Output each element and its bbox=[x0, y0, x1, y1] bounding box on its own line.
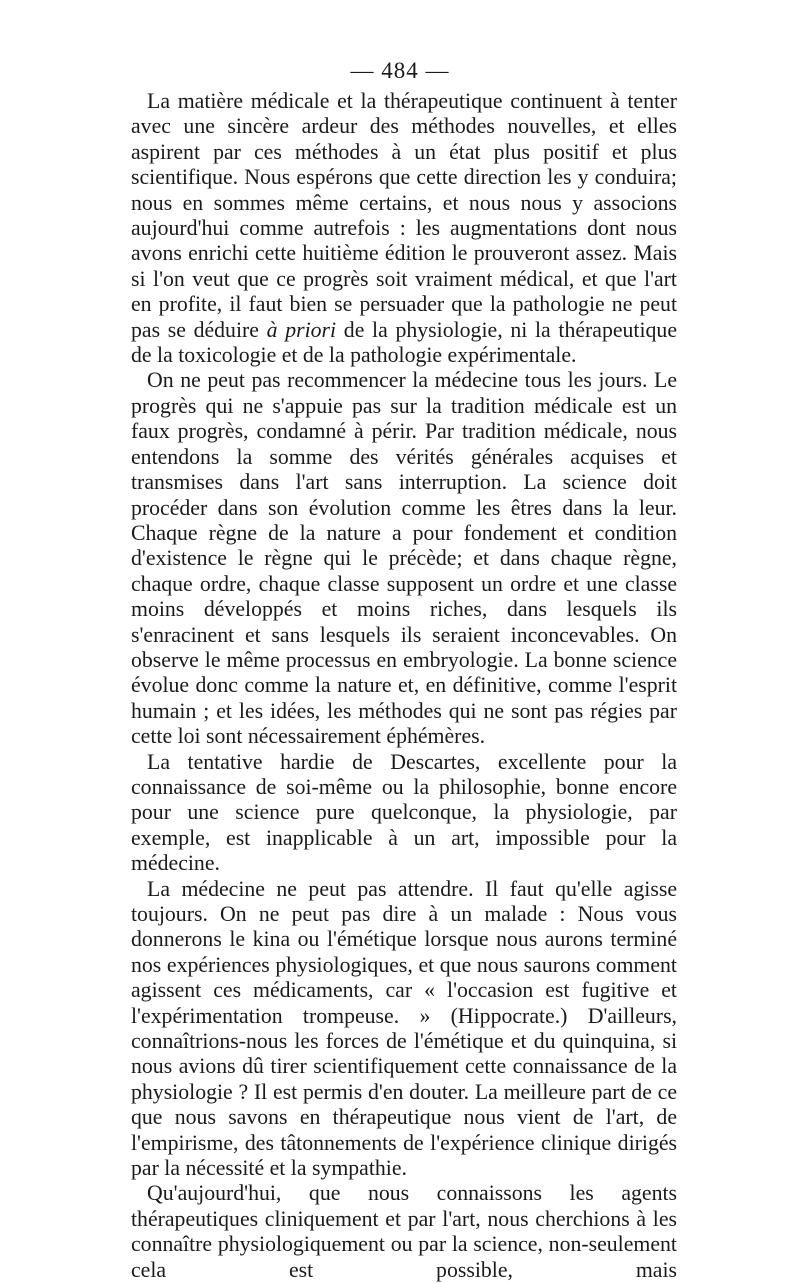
paragraph-1-text-before: La matière médicale et la thérapeutique continuent à tenter avec une sincère ardeur des méthodes nouvelles, et elles aspirent par ces méthodes à un état plus positif et plus scientifique. Nous espérons que cette direction les y conduira; nous en sommes même certains, et nous nous y associons aujourd'hui comme autrefois : les augmentations dont nous avons enrichi cette huitième édition le prouveront assez. Mais si l'on veut que ce progrès soit vraiment médical, et que l'art en profite, il faut bien se persuader que la pathologie ne peut pas se déduire bbox=[131, 89, 677, 342]
paragraph-4: La médecine ne peut pas attendre. Il faut qu'elle agisse toujours. On ne peut pas dire à un malade : Nous vous donnerons le kina ou l'émétique lorsque nous aurons terminé nos expériences physiologiques, et que nous saurons comment agissent ces médicaments, car « l'occasion est fugitive et l'expérimentation trompeuse. » (Hippocrate.) D'ailleurs, connaîtrions-nous les forces de l'émétique et du quinquina, si nous avions dû tirer scientifiquement cette connaissance de la physiologie ? Il est permis d'en douter. La meilleure part de ce que nous savons en thérapeutique nous vient de l'art, de l'empirisme, des tâtonnements de l'expérience clinique dirigés par la nécessité et la sympathie. bbox=[131, 876, 677, 1181]
paragraph-1 bbox=[131, 89, 677, 368]
paragraph-1-text-after: de la physiologie, ni la thérapeutique de la toxicologie et de la pathologie expérimentale. bbox=[131, 317, 677, 368]
body-text bbox=[131, 89, 677, 1283]
paragraph-3: La tentative hardie de Descartes, excellente pour la connaissance de soi-même ou la philosophie, bonne encore pour une science pure quelconque, la physiologie, par exemple, est inapplicable à un art, impossible pour la médecine. bbox=[131, 749, 677, 876]
page-number: — 484 — bbox=[350, 58, 450, 83]
a-priori-emphasis: à priori bbox=[266, 317, 337, 342]
paragraph-5: Qu'aujourd'hui, que nous connaissons les agents thérapeutiques cliniquement et par l'art, nous cherchions à les connaître physiologiquement ou par la science, non-seulement cela est possible, mais bbox=[131, 1181, 677, 1282]
paragraph-2: On ne peut pas recommencer la médecine tous les jours. Le progrès qui ne s'appuie pas sur la tradition médicale est un faux progrès, condamné à périr. Par tradition médicale, nous entendons la somme des vérités générales acquises et transmises dans l'art sans interruption. La science doit procéder dans son évolution comme les êtres dans la leur. Chaque règne de la nature a pour fondement et condition d'existence le règne qui le précède; et dans chaque règne, chaque ordre, chaque classe supposent un ordre et une classe moins développés et moins riches, dans lesquels ils s'enracinent et sans lesquels ils seraient inconcevables. On observe le même processus en embryologie. La bonne science évolue donc comme la nature et, en définitive, comme l'esprit humain ; et les idées, les méthodes qui ne sont pas régies par cette loi sont nécessairement éphémères. bbox=[131, 368, 677, 749]
